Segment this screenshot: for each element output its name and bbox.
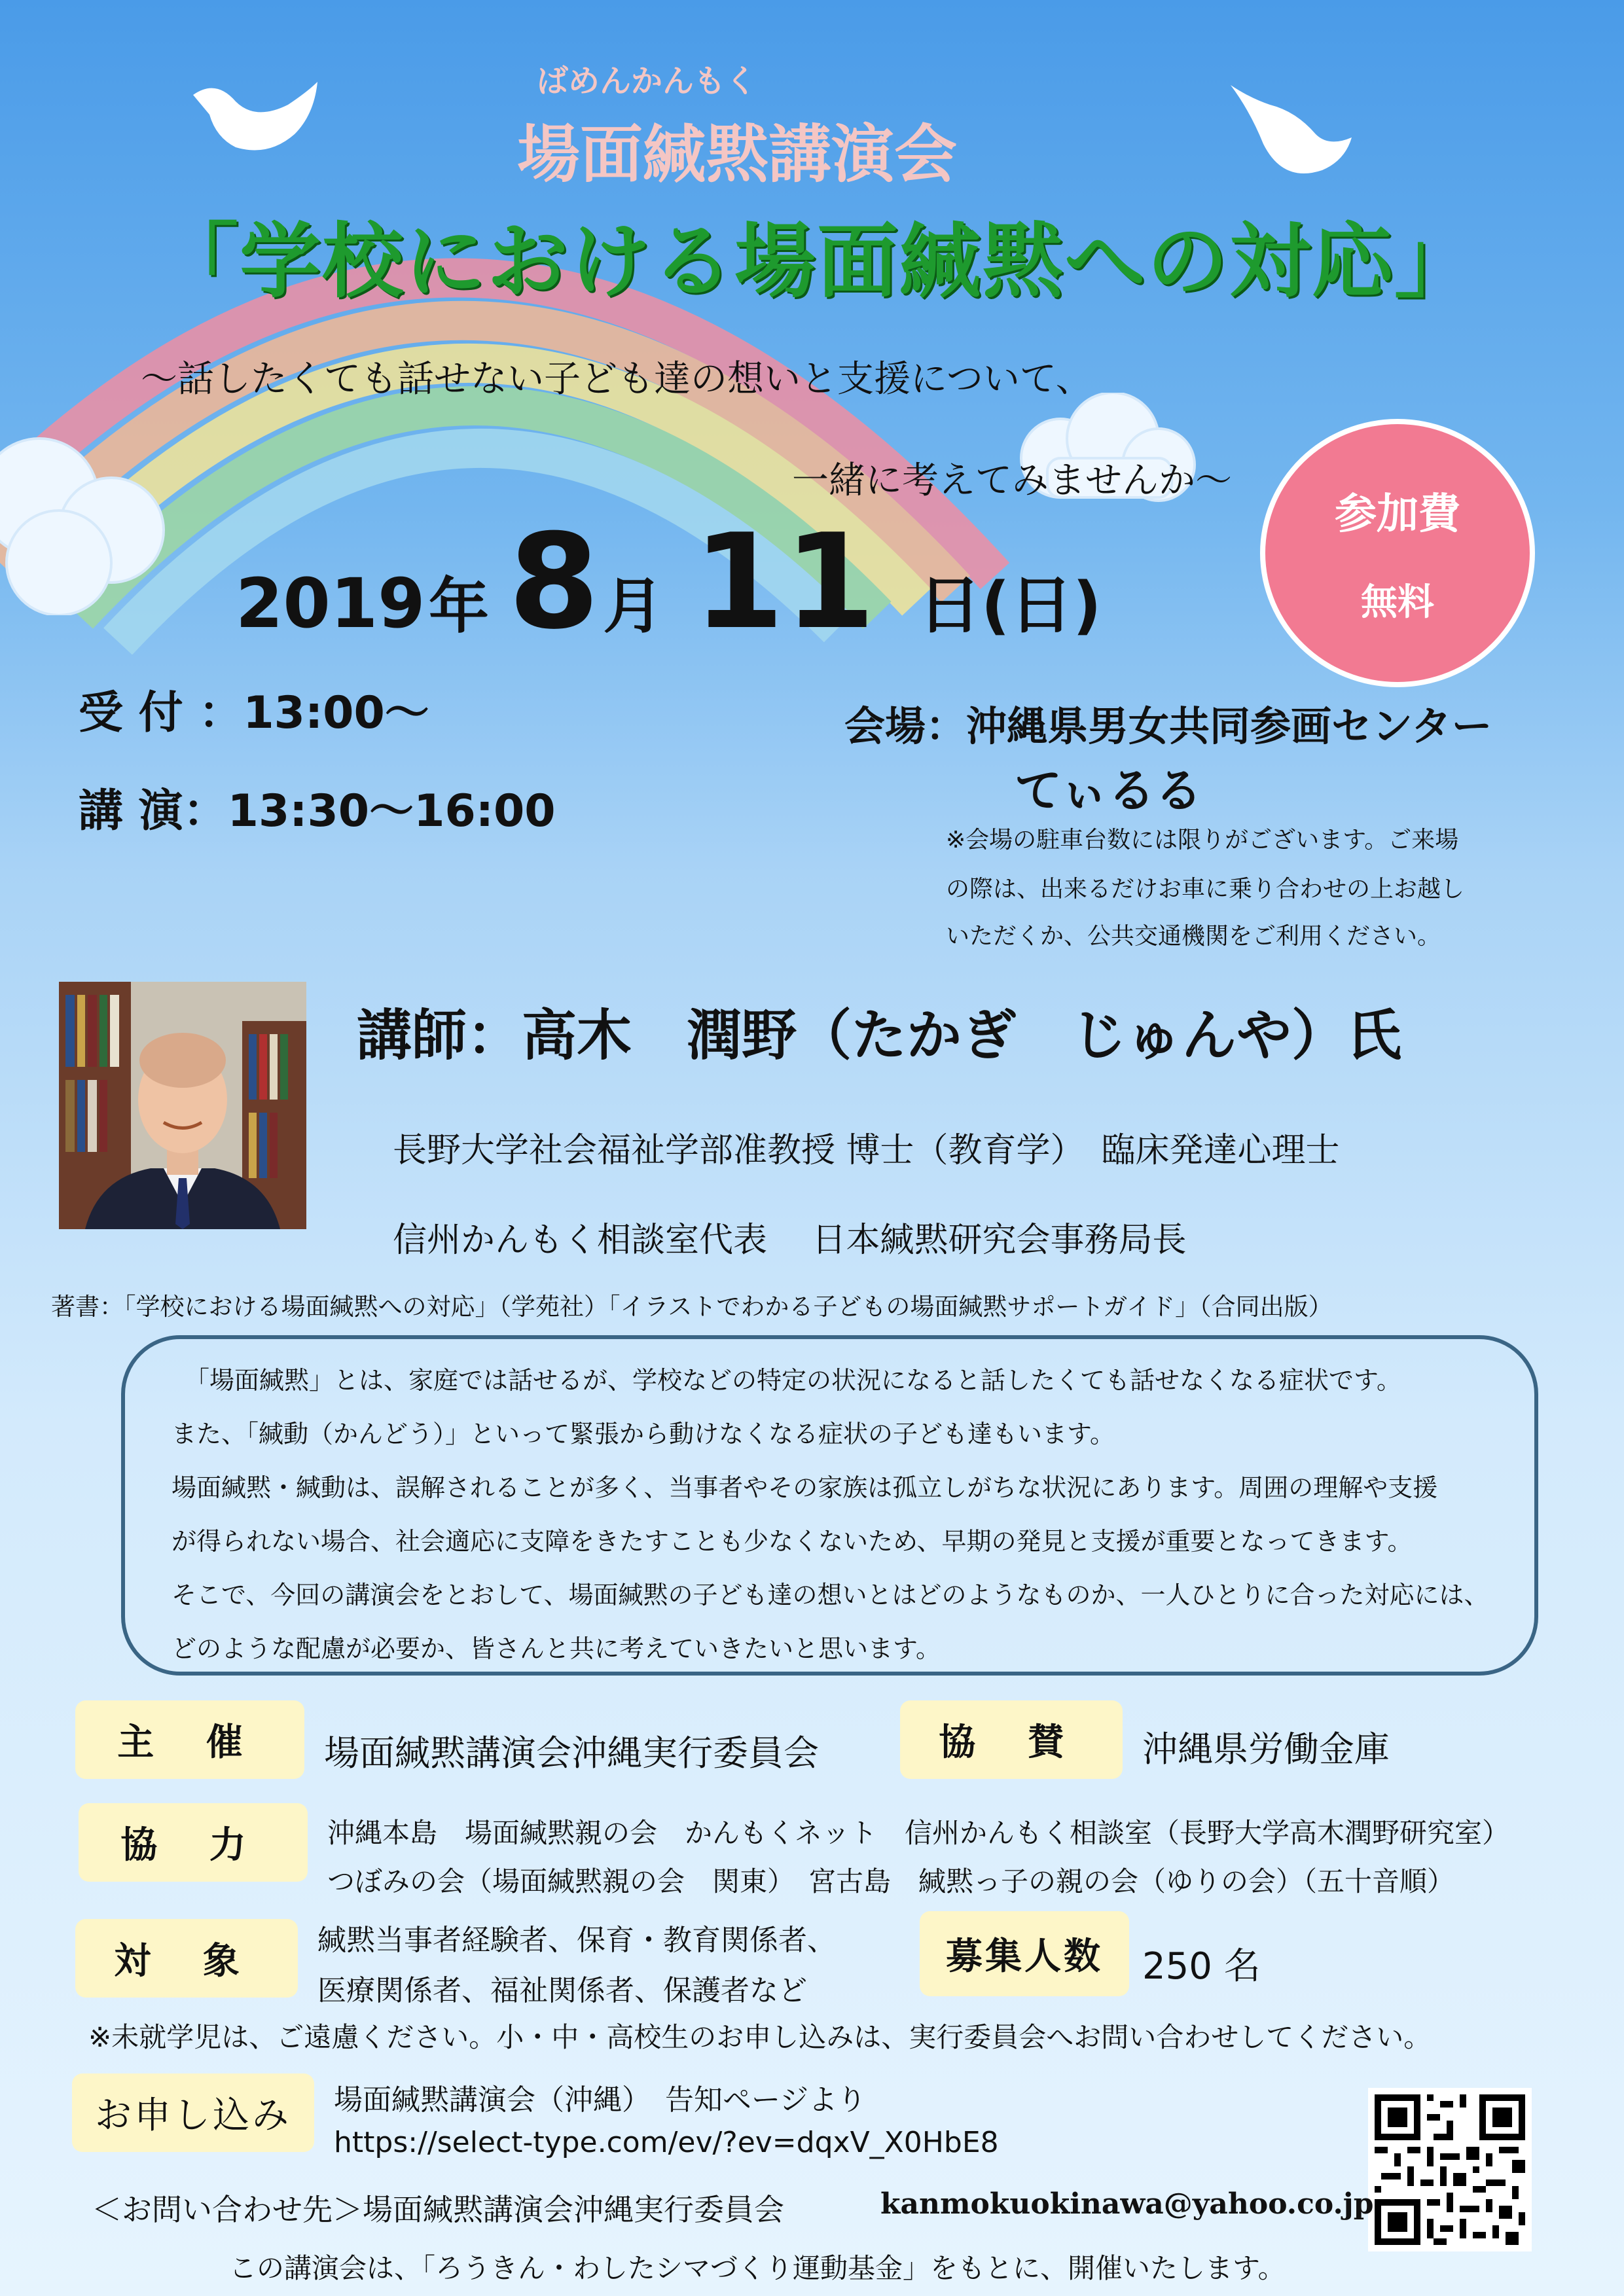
- reception-time: 受 付 ：13:00〜: [79, 687, 429, 739]
- cooperation-line-2: つぼみの会（場面緘黙親の会 関東） 宮古島 緘黙っ子の親の会（ゆりの会）（五十音順）: [327, 1865, 1455, 1897]
- speaker-photo: [59, 982, 306, 1229]
- organizer-label: 主 催: [75, 1700, 304, 1779]
- cooperation-label: 協 力: [79, 1803, 308, 1882]
- fee-label: 参加費: [1335, 490, 1460, 539]
- target-label: 対 象: [75, 1919, 298, 1998]
- age-note: ※未就学児は、ご遠慮ください。小・中・高校生のお申し込みは、実行委員会へお問い合わせしてください。: [88, 2021, 1432, 2053]
- date-day-suffix: 日(日): [918, 569, 1102, 642]
- fund-note: この講演会は、「ろうきん・わしたシマづくり運動基金」をもとに、開催いたします。: [229, 2252, 1286, 2284]
- event-name: 場面緘黙講演会: [517, 118, 957, 191]
- contact-email[interactable]: kanmokuokinawa@yahoo.co.jp: [880, 2187, 1374, 2221]
- bird-left-icon: [190, 75, 321, 160]
- speaker-affiliation-2: 信州かんもく相談室代表 日本緘黙研究会事務局長: [393, 1221, 1187, 1260]
- qr-code[interactable]: [1368, 2088, 1532, 2251]
- main-title: 「学校における場面緘黙への対応」: [157, 215, 1477, 309]
- date-month: 8: [508, 506, 600, 658]
- venue-note-line2: の際は、出来るだけお車に乗り合わせの上お越し: [946, 876, 1465, 903]
- subtitle-line1: 〜話したくても話せない子ども達の想いと支援について、: [141, 358, 1092, 401]
- date-day: 11: [693, 506, 876, 658]
- subtitle-line2: 一緒に考えてみませんか〜: [792, 459, 1232, 502]
- description-line-1: 「場面緘黙」とは、家庭では話せるが、学校などの特定の状況になると話したくても話せなくなる症状です。: [185, 1366, 1401, 1395]
- sponsor-value: 沖縄県労働金庫: [1142, 1729, 1390, 1770]
- date-month-unit: 月: [603, 571, 664, 641]
- venue-name: てぃるる: [1015, 763, 1202, 818]
- venue-note-line1: ※会場の駐車台数には限りがございます。ご来場: [946, 827, 1459, 853]
- target-line-2: 医療関係者、福祉関係者、保護者など: [317, 1974, 807, 2007]
- date-year: 2019: [236, 564, 425, 643]
- date-year-unit: 年: [429, 571, 490, 641]
- speaker-affiliation-1: 長野大学社会福祉学部准教授 博士（教育学） 臨床発達心理士: [393, 1131, 1340, 1170]
- event-date: [236, 506, 1102, 658]
- capacity-value: 250 名: [1142, 1945, 1261, 1988]
- fee-value: 無料: [1361, 581, 1434, 624]
- apply-label: お申し込み: [72, 2073, 314, 2152]
- description-line-5: そこで、今回の講演会をとおして、場面緘黙の子ども達の想いとはどのようなものか、一人ひとりに合った対応には、: [171, 1581, 1489, 1609]
- sponsor-label: 協 賛: [900, 1700, 1123, 1779]
- description-line-3: 場面緘黙・緘動は、誤解されることが多く、当事者やその家族は孤立しがちな状況にあります。周囲の理解や支援: [171, 1473, 1438, 1502]
- speaker-books: 著書：「学校における場面緘黙への対応」（学苑社）「イラストでわかる子どもの場面緘黙サポートガイド」（合同出版）: [51, 1293, 1333, 1321]
- venue-note-line3: いただくか、公共交通機関をご利用ください。: [946, 923, 1441, 950]
- bird-right-icon: [1224, 72, 1355, 190]
- venue-label: 会場：沖縄県男女共同参画センター: [844, 702, 1492, 750]
- capacity-label: 募集人数: [920, 1911, 1129, 1996]
- description-line-4: が得られない場合、社会適応に支障をきたすことも少なくないため、早期の発見と支援が重要となってきます。: [171, 1527, 1413, 1556]
- contact-label: ＜お問い合わせ先＞場面緘黙講演会沖縄実行委員会: [92, 2192, 784, 2227]
- target-line-1: 緘黙当事者経験者、保育・教育関係者、: [317, 1924, 836, 1957]
- cooperation-line-1: 沖縄本島 場面緘黙親の会 かんもくネット 信州かんもく相談室（長野大学高木潤野研究室）: [327, 1817, 1510, 1849]
- description-line-6: どのような配慮が必要か、皆さんと共に考えていきたいと思います。: [171, 1634, 941, 1663]
- lecture-time: 講 演：13:30〜16:00: [79, 785, 556, 837]
- title-ruby: ばめんかんもく: [537, 63, 757, 99]
- cloud-left: [0, 419, 183, 615]
- apply-url[interactable]: https://select-type.com/ev/?ev=dqxV_X0HbE8: [334, 2126, 999, 2159]
- speaker-name: 講師：高木 潤野（たかぎ じゅんや）氏: [357, 1003, 1402, 1067]
- apply-line-1: 場面緘黙講演会（沖縄） 告知ページより: [334, 2083, 867, 2117]
- fee-badge: [1260, 419, 1535, 687]
- description-line-2: また、「緘動（かんどう）」といって緊張から動けなくなる症状の子ども達もいます。: [171, 1420, 1115, 1448]
- organizer-value: 場面緘黙講演会沖縄実行委員会: [324, 1732, 819, 1774]
